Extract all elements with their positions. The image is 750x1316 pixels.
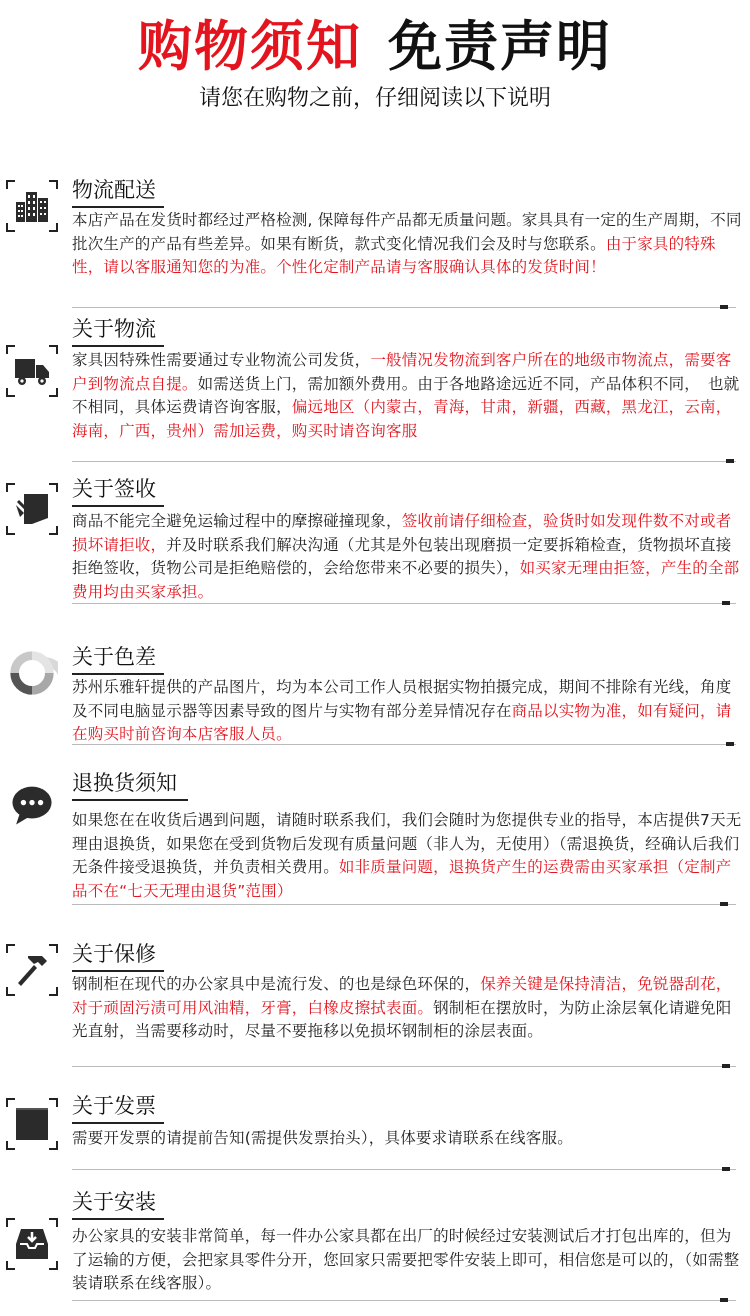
title-disclaimer: 免责声明 [388,15,612,78]
loading-circle-icon [6,647,58,699]
section-icon-frame [6,483,58,535]
invoice-icon [14,1106,50,1142]
buildings-icon [14,188,50,224]
section-invoice [0,1092,750,1172]
body-text: 如需送货上门，需加额外费用。由于各地路途远近不同，产品体积不同， 也就不相同，具体运费请咨询客服， [72,374,740,417]
body-text: 并及时联系我们解决沟通（尤其是外包装出现磨损一定要拆箱检查，货物损坏直接拒绝签收，货物公司是拒绝赔偿的，会给您带来不必要的损失）， [72,535,732,578]
body-text-highlight: 一般情况发物流到客户所在的地级市物流点，需要客户到物流点自提。 [72,351,732,393]
body-text: 钢制柜在摆放时，为防止涂层氧化请避免阳光直射，当需要移动时，尽量不要拖移以免损坏钢制柜的涂层表面。 [72,998,732,1041]
page-subtitle: 请您在购物之前，仔细阅读以下说明 [198,86,551,111]
section-returns [0,769,750,909]
body-text: 如果您在在收货后遇到问题，请随时联系我们，我们会随时为您提供专业的指导，本店提供7天无理由退换货，如果您在受到货物后发现有质量问题（非人为，无使用）（需退换货，经确认后我们无条件接受退换货，并负责相关费用。 [72,811,742,877]
body-text: 家具因特殊性需要通过专业物流公司发货， [72,351,371,369]
body-text: 本店产品在发货时都经过严格检测, 保障每件产品都无质量问题。家具具有一定的生产周期，不同批次生产的产品有些差异。如果有断货，款式变化情况我们会及时与您联系。 [72,211,742,253]
section-title: 物流配送 [72,178,156,202]
section-title: 关于物流 [72,317,156,341]
body-text-highlight: 偏远地区（内蒙古，青海，甘肃，新疆，西藏，黑龙江，云南，海南，广西，贵州）需加运费，购买时请咨询客服 [72,398,732,440]
section-body [72,510,742,604]
hammer-icon [14,952,50,988]
section-title: 关于发票 [72,1094,156,1118]
section-signing [0,475,750,615]
title-shopping-notice: 购物须知 [138,15,362,78]
body-text: 苏州乐雅轩提供的产品图片，均为本公司工作人员根据实物拍摄完成，期间不排除有光线，角度及不同电脑显示器等因素导致的图片与实物有部分差异情况存在 [72,678,732,720]
section-title: 关于保修 [72,942,156,966]
signature-icon [14,491,50,527]
install-tray-icon [14,1226,50,1262]
section-icon-frame [6,1218,58,1270]
page-header [0,0,750,130]
section-body [72,349,742,443]
body-text: 钢制柜在现代的办公家具中是流行发、的也是绿色环保的， [72,975,481,993]
section-icon-frame [6,345,58,397]
body-text-highlight: 保养关键是保持清洁，免锐器刮花，对于顽固污渍可用风油精，牙膏，白橡皮擦拭表面。 [72,975,732,1017]
body-text-highlight: 商品以实物为准，如有疑问，请在购买时前咨询本店客服人员。 [72,701,732,744]
section-warranty [0,940,750,1070]
body-text: 商品不能完全避免运输过程中的摩擦碰撞现象， [72,512,402,530]
section-title: 关于安装 [72,1190,156,1214]
chat-bubble-icon [10,783,54,827]
section-body [72,209,742,280]
section-color-difference [0,643,750,763]
body-text: 办公家具的安装非常简单，每一件办公家具都在出厂的时候经过安装测试后才打包出库的，但为了运输的方便，会把家具零件分开，您回家只需要把零件安装上即可，相信您是可以的，（如需整装请联系在线客服）。 [72,1227,740,1293]
section-installation [0,1188,750,1314]
section-body [72,809,742,903]
body-text: 需要开发票的请提前告知(需提供发票抬头），具体要求请联系在线客服。 [72,1129,573,1147]
truck-icon [14,353,50,389]
section-icon-frame [6,1098,58,1150]
section-body [72,973,742,1044]
section-icon-frame [6,944,58,996]
body-text-highlight: 由于家具的特殊性，请以客服通知您的为准。个性化定制产品请与客服确认具体的发货时间！ [72,234,716,277]
section-title: 退换货须知 [72,771,177,795]
body-text-highlight: 如非质量问题，退换货产生的运费需由买家承担（定制产品不在“七天无理由退货”范围） [72,858,732,900]
section-body [72,1127,742,1151]
section-icon-frame [6,647,58,699]
section-title: 关于色差 [72,645,156,669]
page-title [0,14,750,80]
section-title: 关于签收 [72,477,156,501]
body-text-highlight: 如买家无理由拒签，产生的全部费用均由买家承担。 [72,559,740,601]
section-body [72,676,742,747]
section-logistics [0,315,750,465]
section-icon-frame [6,180,58,232]
section-body [72,1225,742,1296]
section-shipping [0,176,750,316]
section-icon-frame [6,779,58,831]
body-text-highlight: 签收前请仔细检查，验货时如发现件数不对或者损坏请拒收， [72,512,732,554]
